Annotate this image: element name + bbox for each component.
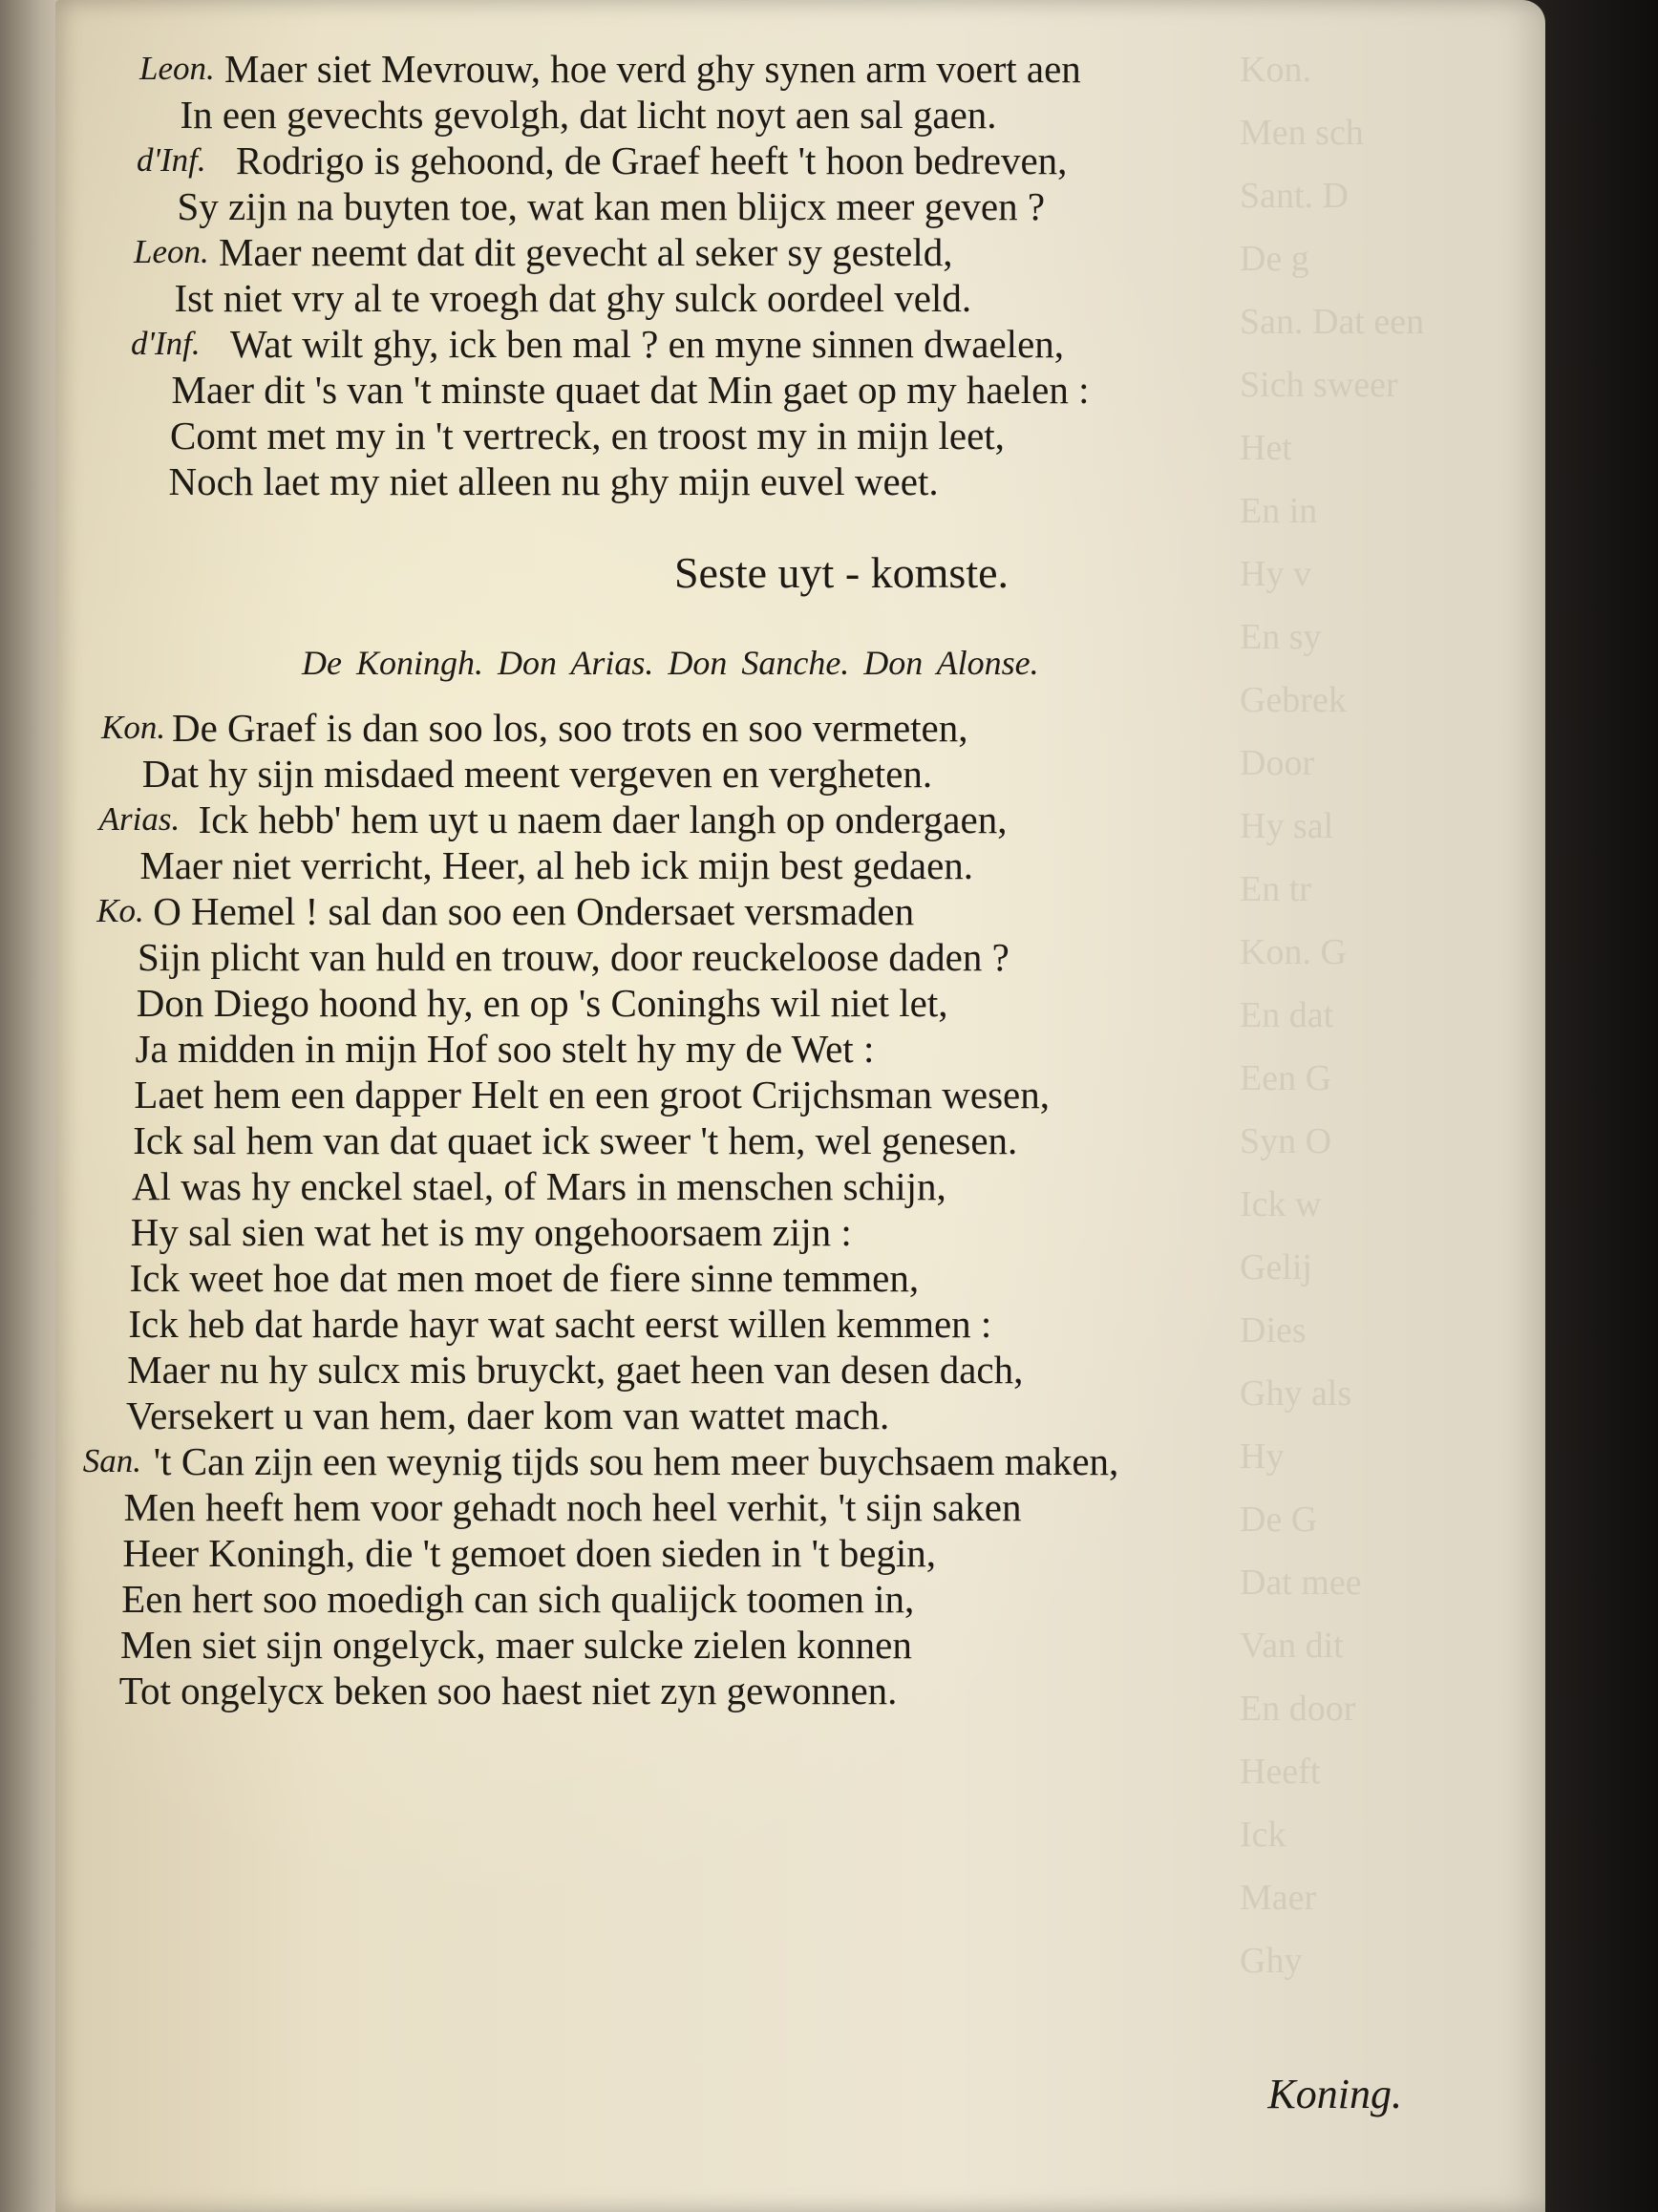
verse-text: Dat hy sijn misdaed meent vergeven en vergheten. xyxy=(141,752,933,796)
verse-text: Don Diego hoond hy, en op 's Coninghs wil niet let, xyxy=(136,981,948,1025)
verse-text: De Graef is dan soo los, soo trots en soo vermeten, xyxy=(172,706,968,750)
verse-line xyxy=(82,321,1486,367)
dialogue-section-2 xyxy=(82,705,1486,1713)
verse-line xyxy=(82,934,1486,980)
verse-line xyxy=(82,1255,1486,1301)
verse-text: Ja midden in mijn Hof soo stelt hy my de Wet : xyxy=(135,1027,875,1071)
verse-text: Ist niet vry al te vroegh dat ghy sulck oordeel veld. xyxy=(174,276,972,320)
verse-text: Heer Koningh, die 't gemoet doen sieden in 't begin, xyxy=(122,1531,937,1575)
speaker-label: d'Inf. xyxy=(137,141,206,179)
text-block xyxy=(82,46,1486,1713)
verse-text: Sijn plicht van huld en trouw, door reuckeloose daden ? xyxy=(138,935,1010,979)
speaker-label: San. xyxy=(82,1442,142,1479)
verse-line xyxy=(82,367,1486,413)
verse-text: In een gevechts gevolgh, dat licht noyt aen sal gaen. xyxy=(180,93,997,137)
verse-line xyxy=(82,1163,1486,1209)
verse-line xyxy=(82,1301,1486,1347)
verse-line xyxy=(82,1576,1486,1622)
verse-line xyxy=(82,1438,1486,1484)
verse-text: Een hert soo moedigh can sich qualijck toomen in, xyxy=(121,1577,915,1621)
speaker-label: Kon. xyxy=(101,709,166,746)
verse-line xyxy=(82,1072,1486,1117)
verse-line xyxy=(82,413,1486,458)
verse-line xyxy=(82,980,1486,1026)
show-through-text: Kon. Men sch Sant. D De g San. Dat een Sich sweer Het En in Hy v En sy Gebrek Door Hy sal En tr Kon. G En dat Een G Syn O Ick w Gelij Dies Ghy als Hy De G Dat mee Van dit En door Heeft Ick Maer Ghy xyxy=(1240,50,1425,1981)
verse-line xyxy=(82,751,1486,797)
verse-text: Ick sal hem van dat quaet ick sweer 't hem, wel genesen. xyxy=(133,1118,1018,1162)
verse-line xyxy=(82,1117,1486,1163)
verse-text: 't Can zijn een weynig tijds sou hem meer buychsaem maken, xyxy=(153,1439,1119,1483)
verse-text: Maer neemt dat dit gevecht al seker sy gesteld, xyxy=(219,230,953,274)
verse-text: Maer dit 's van 't minste quaet dat Min gaet op my haelen : xyxy=(171,368,1090,412)
verse-line xyxy=(82,138,1486,183)
verse-line xyxy=(82,1668,1486,1713)
verse-line xyxy=(82,46,1486,92)
verse-text: O Hemel ! sal dan soo een Ondersaet versmaden xyxy=(153,889,915,933)
verse-text: Al was hy enckel stael, of Mars in menschen schijn, xyxy=(132,1164,946,1208)
verse-line xyxy=(82,229,1486,275)
verse-line xyxy=(82,1530,1486,1576)
verse-text: Men siet sijn ongelyck, maer sulcke zielen konnen xyxy=(120,1623,912,1667)
speaker-label: Leon. xyxy=(134,233,209,270)
dialogue-section-1 xyxy=(82,46,1486,504)
verse-line xyxy=(82,888,1486,934)
verse-text: Ick hebb' hem uyt u naem daer langh op ondergaen, xyxy=(198,798,1008,841)
verse-text: Comt met my in 't vertreck, en troost my in mijn leet, xyxy=(170,414,1005,457)
verse-text: Sy zijn na buyten toe, wat kan men blijcx meer geven ? xyxy=(177,184,1046,228)
verse-line xyxy=(82,1026,1486,1072)
verse-text: Tot ongelycx beken soo haest niet zyn gewonnen. xyxy=(118,1669,898,1712)
verse-line xyxy=(82,842,1486,888)
verse-text: Maer niet verricht, Heer, al heb ick mijn best gedaen. xyxy=(139,843,974,887)
verse-text: Wat wilt ghy, ick ben mal ? en myne sinnen dwaelen, xyxy=(230,322,1065,366)
scene-heading: Seste uyt - komste. xyxy=(673,548,1010,597)
verse-text: Ick heb dat harde hayr wat sacht eerst willen kemmen : xyxy=(128,1302,992,1346)
verse-line xyxy=(82,1622,1486,1668)
catchword: Koning. xyxy=(1267,2071,1402,2117)
speaker-label: Ko. xyxy=(96,892,144,929)
speaker-label: d'Inf. xyxy=(131,325,201,362)
verse-text: Noch laet my niet alleen nu ghy mijn euvel weet. xyxy=(168,459,939,503)
verse-line xyxy=(82,1484,1486,1530)
speaker-label: Arias. xyxy=(98,800,181,838)
book-page xyxy=(55,0,1545,2212)
verse-line xyxy=(82,1209,1486,1255)
verse-line xyxy=(82,183,1486,229)
cast-list: De Koningh. Don Arias. Don Sanche. Don Alonse. xyxy=(302,644,1039,682)
verse-text: Laet hem een dapper Helt en een groot Crijchsman wesen, xyxy=(134,1073,1050,1117)
verse-text: Versekert u van hem, daer kom van wattet mach. xyxy=(126,1393,890,1437)
verse-line xyxy=(82,1393,1486,1438)
verse-line xyxy=(82,458,1486,504)
verse-line xyxy=(82,92,1486,138)
verse-text: Rodrigo is gehoond, de Graef heeft 't hoon bedreven, xyxy=(236,138,1068,182)
verse-line xyxy=(82,705,1486,751)
verse-line xyxy=(82,275,1486,321)
verse-line xyxy=(82,1347,1486,1393)
verse-line xyxy=(82,797,1486,842)
speaker-label: Leon. xyxy=(139,50,215,87)
verse-text: Ick weet hoe dat men moet de fiere sinne temmen, xyxy=(129,1256,920,1300)
verse-text: Maer siet Mevrouw, hoe verd ghy synen arm voert aen xyxy=(224,47,1081,91)
verse-text: Men heeft hem voor gehadt noch heel verhit, 't sijn saken xyxy=(123,1485,1022,1529)
verse-text: Hy sal sien wat het is my ongehoorsaem zijn : xyxy=(130,1210,852,1254)
verse-text: Maer nu hy sulcx mis bruyckt, gaet heen van desen dach, xyxy=(127,1348,1024,1392)
